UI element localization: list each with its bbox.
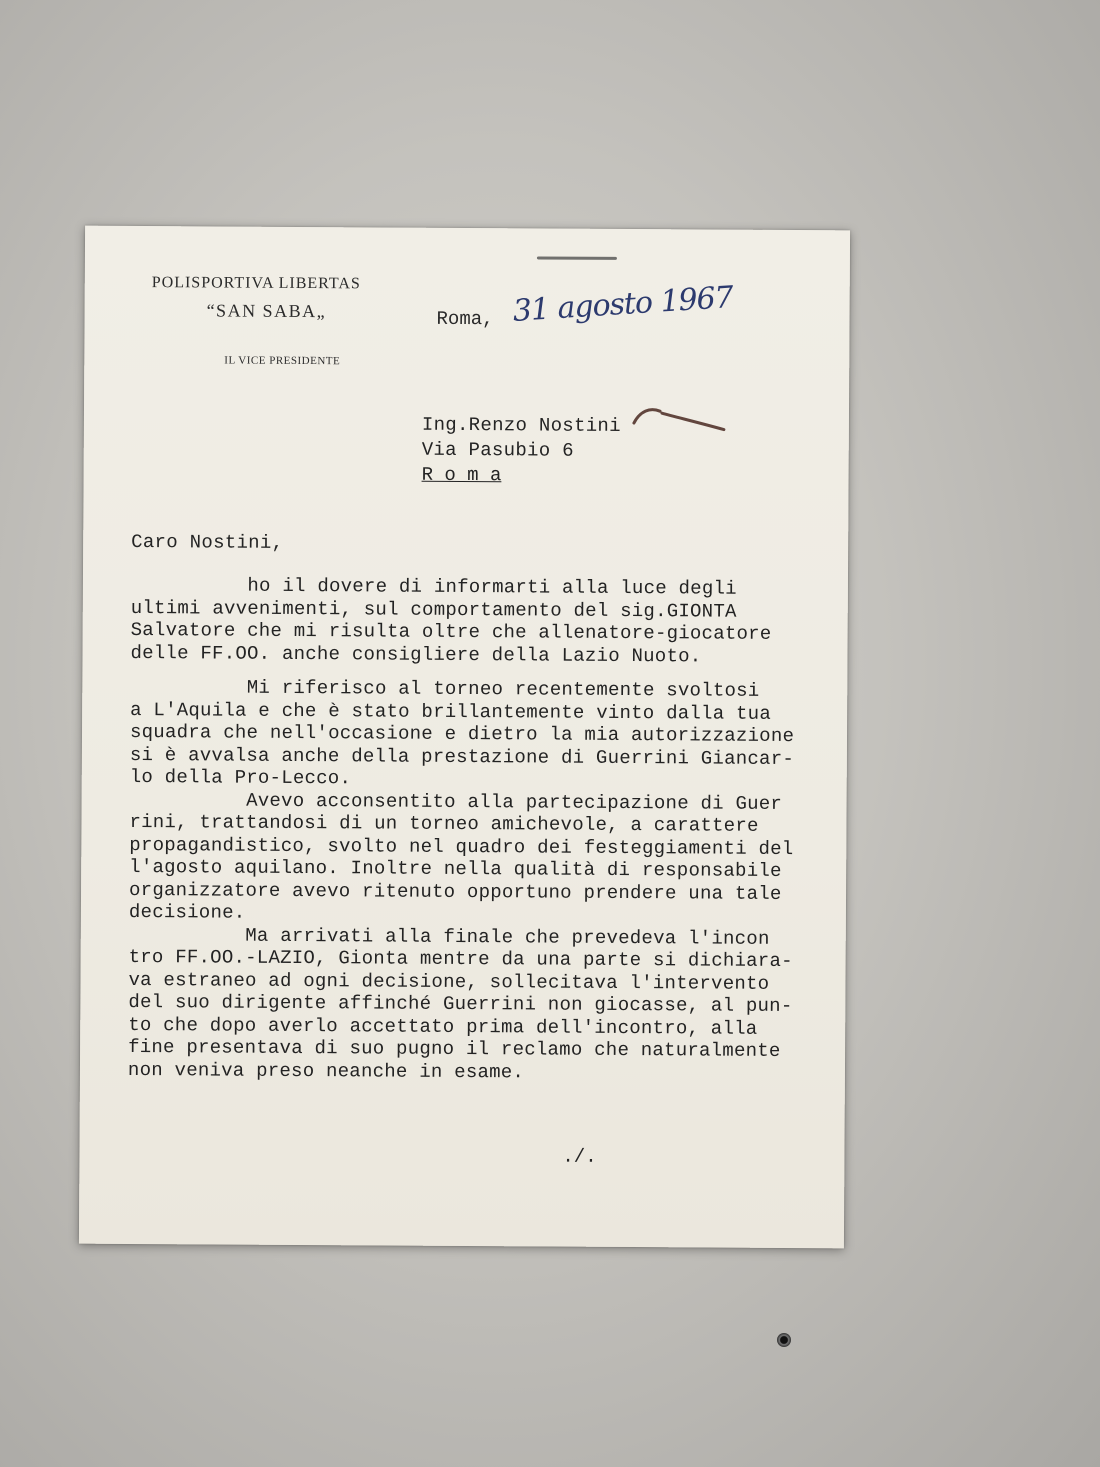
body-line: tro FF.OO.-LAZIO, Gionta mentre da una parte si dichiara- [128, 945, 793, 973]
body-line: ultimi avvenimenti, sul comportamento del sig.GIONTA [130, 596, 737, 623]
body-line: rini, trattandosi di un torneo amichevole, a carattere [129, 810, 759, 837]
body-line: si è avvalsa anche della prestazione di Guerrini Giancar- [129, 743, 795, 770]
body-line: decisione. [128, 900, 246, 924]
body-line: Avevo acconsentito alla partecipazione di Guer [129, 788, 783, 815]
letterhead-role: IL VICE PRESIDENTE [224, 354, 341, 368]
letterhead-organization: POLISPORTIVA LIBERTAS [151, 274, 361, 293]
handwritten-date: 31 agosto 1967 [511, 279, 734, 329]
body-line: lo della Pro-Lecco. [129, 765, 352, 790]
body-line: non veniva preso neanche in esame. [127, 1058, 525, 1083]
letter-sheet [79, 226, 850, 1249]
body-line: delle FF.OO. anche consigliere della Lazio Nuoto. [130, 641, 702, 667]
body-line: l'agosto aquilano. Inoltre nella qualità di responsabile [129, 855, 782, 882]
body-line: a L'Aquila e che è stato brillantemente vinto dalla tua [130, 698, 772, 725]
body-line: del suo dirigente affinché Guerrini non giocasse, al pun- [128, 990, 793, 1018]
recipient-name: Ing.Renzo Nostini [421, 413, 621, 437]
letterhead-club-name: “SAN SABA„ [206, 300, 327, 322]
recipient-street: Via Pasubio 6 [421, 438, 574, 462]
letter-body [128, 574, 821, 1085]
continuation-mark: ./. [562, 1145, 597, 1168]
body-line: Mi riferisco al torneo recentemente svoltosi [130, 675, 760, 702]
body-line: to che dopo averlo accettato prima dell'incontro, alla [128, 1013, 758, 1040]
body-line: fine presentava di suo pugno il reclamo che naturalmente [128, 1035, 781, 1062]
body-line: ho il dovere di informarti alla luce degli [130, 573, 737, 600]
dateline-city: Roma, [436, 307, 494, 331]
body-line: Ma arrivati alla finale che prevedeva l'incon [128, 923, 770, 950]
paragraph-4 [128, 923, 819, 1085]
salutation: Caro Nostini, [131, 530, 284, 554]
wall-pin-icon [777, 1333, 791, 1347]
top-pen-mark [537, 256, 617, 259]
body-line: squadra che nell'occasione e dietro la mia autorizzazione [129, 720, 795, 748]
paragraph-2 [130, 676, 821, 793]
body-line: propagandistico, svolto nel quadro dei festeggiamenti del [129, 833, 794, 860]
recipient-city: R o m a [421, 463, 502, 487]
paragraph-1 [130, 574, 821, 668]
body-line: va estraneo ad ogni decisione, sollecitava l'intervento [128, 968, 770, 995]
paragraph-3 [129, 788, 820, 927]
ink-scribble-mark [632, 405, 732, 446]
body-line: Salvatore che mi risulta oltre che allenatore-giocatore [130, 618, 772, 645]
body-line: organizzatore avevo ritenuto opportuno prendere una tale [128, 878, 782, 905]
